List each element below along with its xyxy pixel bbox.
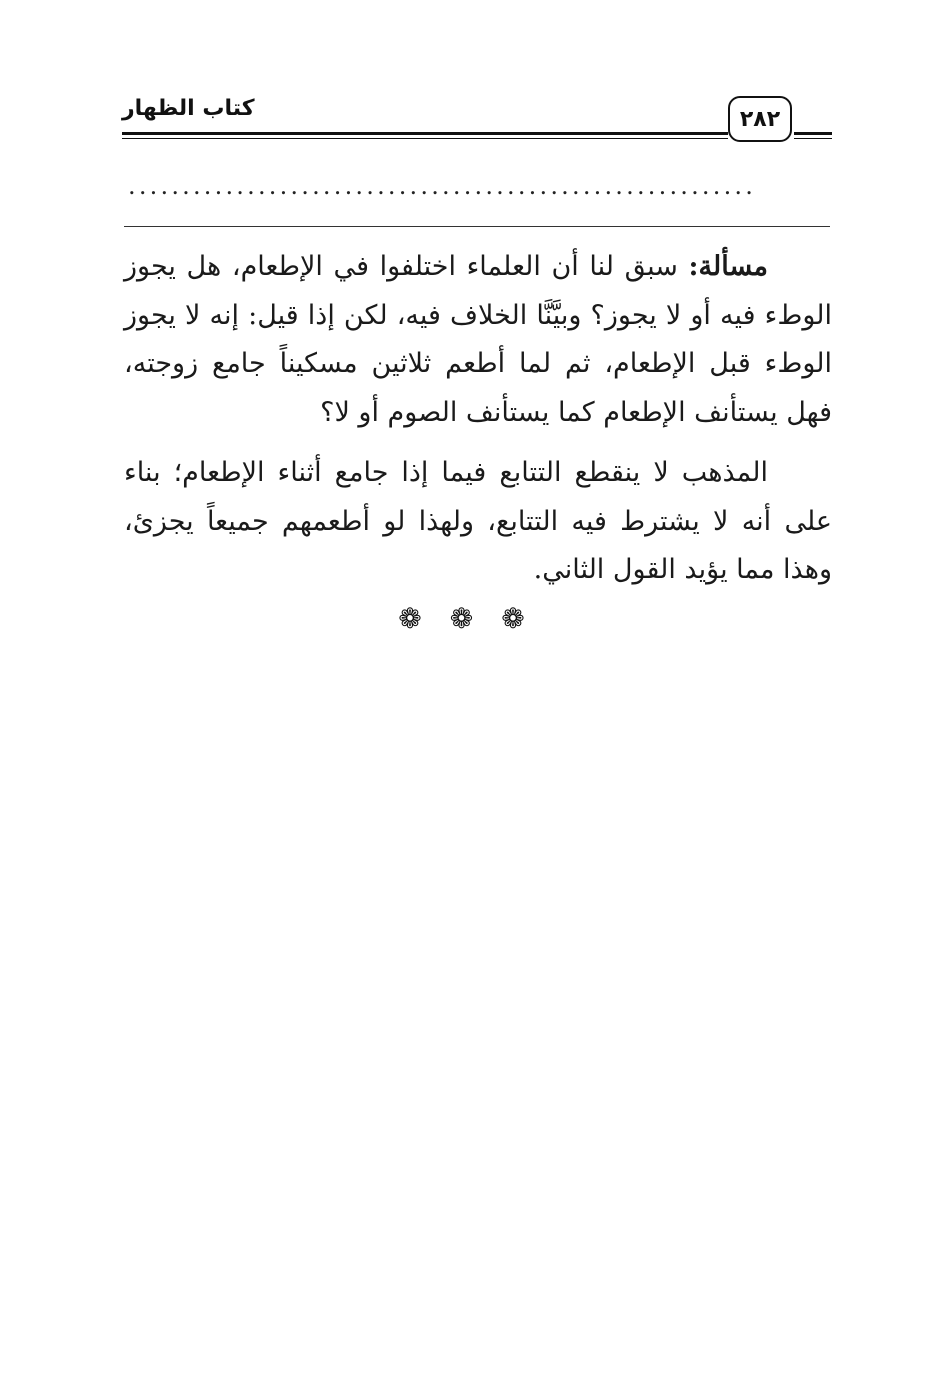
- section-separator: [124, 226, 830, 227]
- header-rule-thin: [122, 138, 728, 139]
- paragraph-text: سبق لنا أن العلماء اختلفوا في الإطعام، هل يجوز الوطء فيه أو لا يجوز؟ وبيَّنَّا الخلاف فيه، لكن إذا قيل: إنه لا يجوز الوطء قبل الإطعام، ثم لما أطعم ثلاثين مسكيناً جامع زوجته، فهل يستأنف الإطعام كما يستأنف الصوم أو لا؟: [124, 251, 832, 428]
- section-ornaments: [0, 602, 951, 635]
- flower-ornament-icon: ❁: [449, 602, 502, 635]
- header-rule: [122, 132, 728, 135]
- dotted-line: ..........................................................: [128, 172, 757, 200]
- issue-heading: مسألة:: [688, 251, 768, 282]
- flower-ornament-icon: ❁: [501, 602, 553, 635]
- header-rule-right: [794, 132, 832, 135]
- page-body: [124, 243, 832, 607]
- paragraph: [124, 449, 832, 595]
- running-title: كتاب الظهار: [122, 96, 255, 121]
- paragraph-text: المذهب لا ينقطع التتابع فيما إذا جامع أثناء الإطعام؛ بناء على أنه لا يشترط فيه التتابع، ولهذا لو أطعمهم جميعاً يجزئ، وهذا مما يؤيد القول الثاني.: [124, 457, 832, 585]
- page-number: ٢٨٢: [728, 96, 792, 142]
- page-header: [122, 92, 832, 152]
- header-rule-right-thin: [794, 138, 832, 139]
- flower-ornament-icon: ❁: [398, 602, 450, 635]
- paragraph: [124, 243, 832, 437]
